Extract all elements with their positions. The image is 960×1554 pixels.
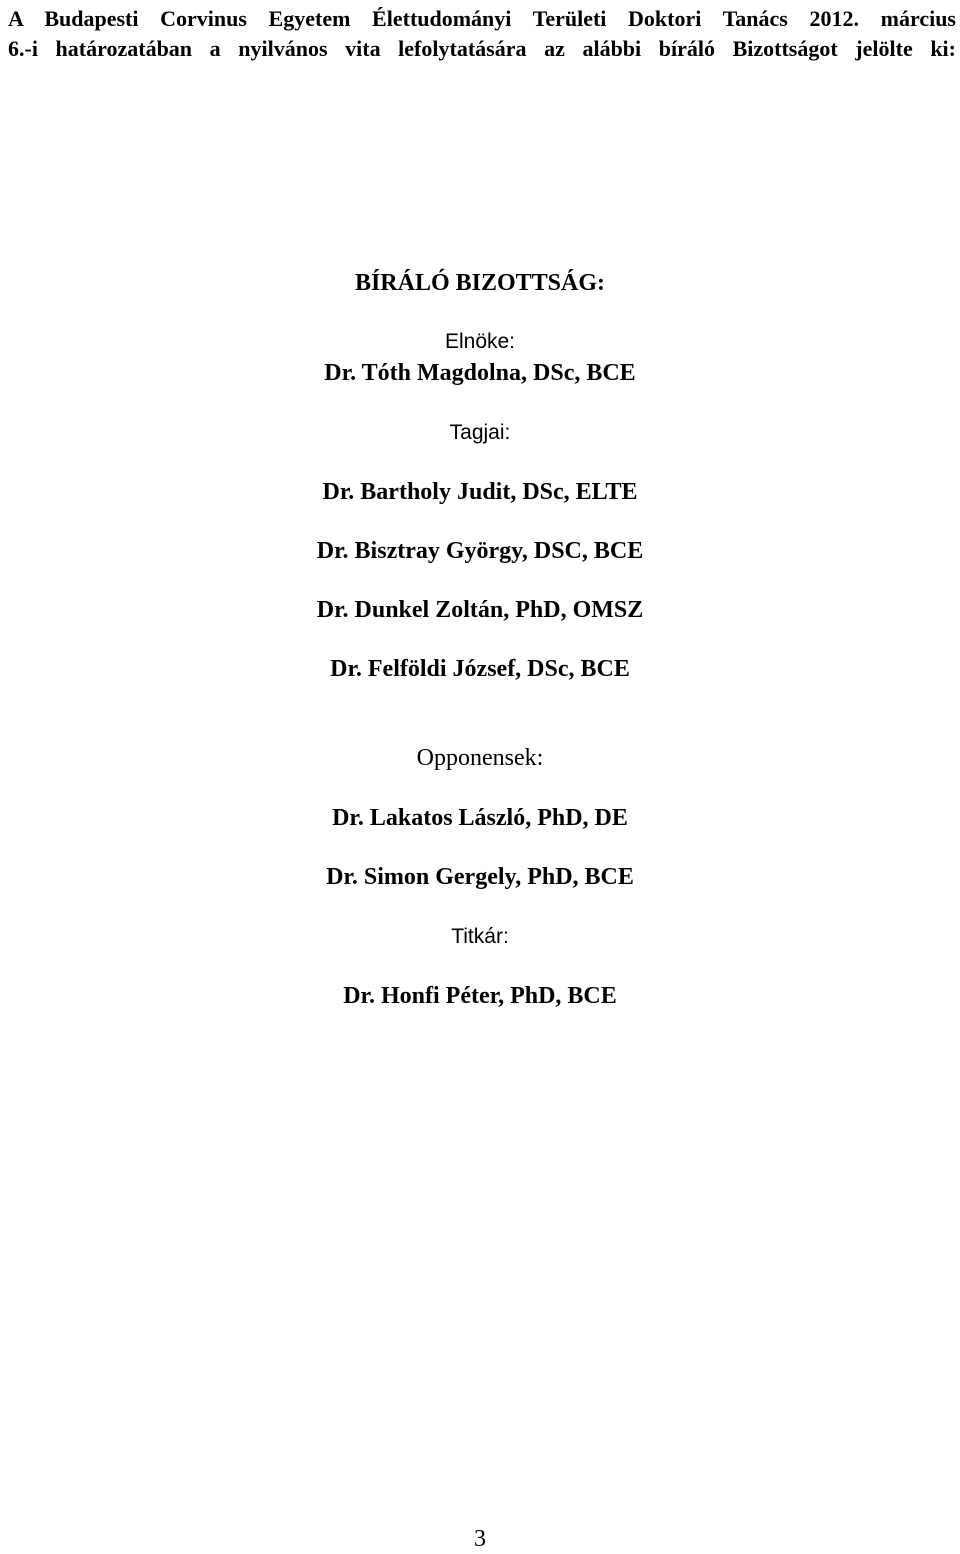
member-3: Dr. Dunkel Zoltán, PhD, OMSZ — [316, 597, 644, 623]
opponents-label: Opponensek: — [416, 745, 544, 771]
members-label: Tagjai: — [449, 421, 511, 444]
page-number: 3 — [474, 1526, 486, 1552]
committee-heading: BÍRÁLÓ BIZOTTSÁG: — [354, 270, 606, 296]
intro-line-2: 6.-i határozatában a nyilvános vita lefolytatására az alábbi bíráló Bizottságot jelölte ki: — [8, 36, 956, 61]
opponent-1: Dr. Lakatos László, PhD, DE — [332, 805, 628, 831]
secretary-name: Dr. Honfi Péter, PhD, BCE — [343, 983, 617, 1009]
chair-label: Elnöke: — [444, 330, 516, 353]
member-4: Dr. Felföldi József, DSc, BCE — [330, 656, 630, 682]
opponent-2: Dr. Simon Gergely, PhD, BCE — [326, 864, 634, 890]
member-2: Dr. Bisztray György, DSC, BCE — [316, 538, 644, 564]
member-1: Dr. Bartholy Judit, DSc, ELTE — [322, 479, 638, 505]
intro-line-1: A Budapesti Corvinus Egyetem Élettudományi Területi Doktori Tanács 2012. március — [8, 6, 956, 31]
secretary-label: Titkár: — [451, 925, 509, 948]
chair-name: Dr. Tóth Magdolna, DSc, BCE — [324, 360, 636, 386]
